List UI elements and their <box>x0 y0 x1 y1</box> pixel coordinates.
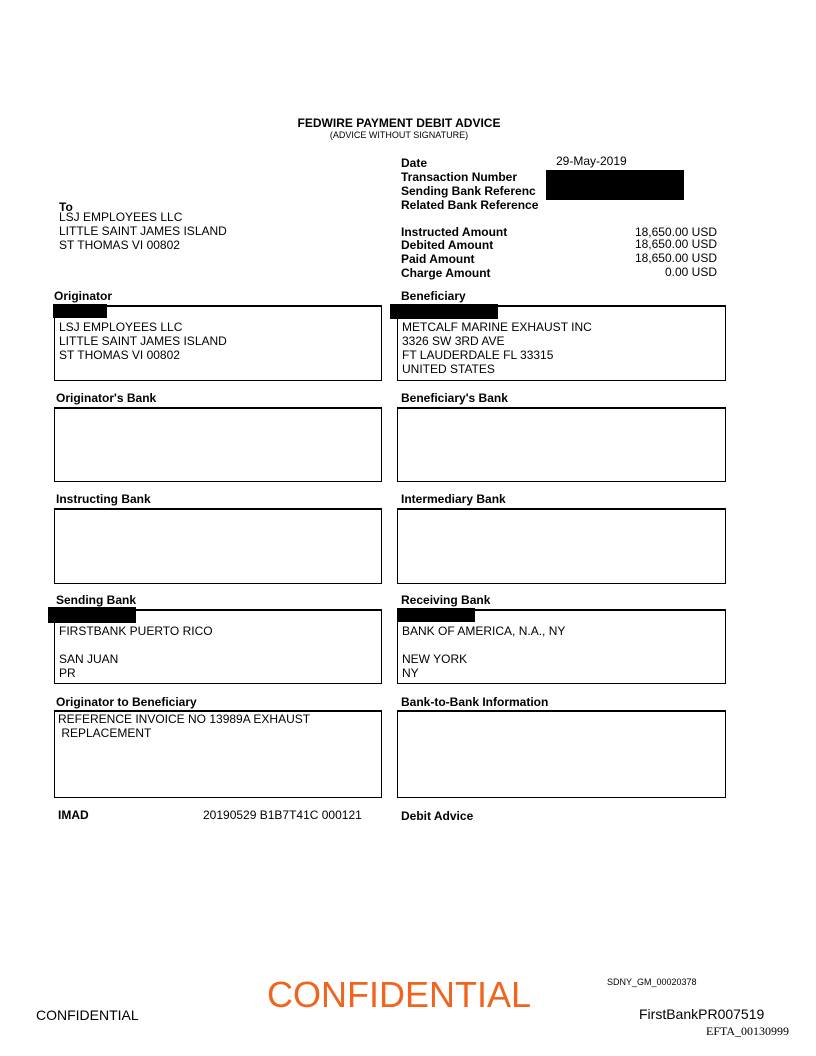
redaction-bar <box>48 607 136 623</box>
bates-number-firstbank: FirstBankPR007519 <box>639 1006 765 1022</box>
debited-amount-label: Debited Amount <box>401 238 494 252</box>
beneficiary-text: METCALF MARINE EXHAUST INC 3326 SW 3RD AVE FT LAUDERDALE FL 33315 UNITED STATES <box>402 320 592 376</box>
intermediary-bank-label: Intermediary Bank <box>401 492 506 506</box>
bank-to-bank-label: Bank-to-Bank Information <box>401 695 549 709</box>
intermediary-bank-box <box>397 509 726 584</box>
date-label: Date <box>401 156 428 170</box>
imad-label: IMAD <box>58 808 89 822</box>
sending-bank-reference-label: Sending Bank Referenc <box>401 184 536 198</box>
imad-value: 20190529 B1B7T41C 000121 <box>203 808 362 822</box>
bates-number-efta: EFTA_00130999 <box>706 1024 790 1038</box>
beneficiarys-bank-box <box>397 408 726 482</box>
redaction-bar <box>390 304 498 319</box>
advice-subtitle: (ADVICE WITHOUT SIGNATURE) <box>329 130 469 140</box>
receiving-bank-text: BANK OF AMERICA, N.A., NY NEW YORK NY <box>402 624 566 680</box>
transaction-number-label: Transaction Number <box>401 170 518 184</box>
to-label: To <box>59 200 73 214</box>
paid-amount-value: 18,650.00 USD <box>634 251 717 265</box>
receiving-bank-label: Receiving Bank <box>401 593 491 607</box>
redaction-bar <box>53 304 107 318</box>
to-line-1: LSJ EMPLOYEES LLC <box>59 210 183 224</box>
originators-bank-label: Originator's Bank <box>56 391 157 405</box>
debited-amount-value: 18,650.00 USD <box>634 237 717 251</box>
instructing-bank-label: Instructing Bank <box>56 492 151 506</box>
redaction-bar <box>397 608 475 622</box>
sending-bank-text: FIRSTBANK PUERTO RICO SAN JUAN PR <box>59 624 213 680</box>
originator-text: LSJ EMPLOYEES LLC LITTLE SAINT JAMES ISLAND ST THOMAS VI 00802 <box>59 320 227 362</box>
bates-number-sdny: SDNY_GM_00020378 <box>607 977 697 987</box>
confidential-footer-left: CONFIDENTIAL <box>36 1007 139 1023</box>
advice-title: FEDWIRE PAYMENT DEBIT ADVICE <box>297 116 501 130</box>
redaction-bar <box>546 170 684 200</box>
confidential-stamp: CONFIDENTIAL <box>267 974 532 1015</box>
sending-bank-label: Sending Bank <box>56 593 137 607</box>
originator-to-beneficiary-label: Originator to Beneficiary <box>56 695 197 709</box>
charge-amount-label: Charge Amount <box>401 266 491 280</box>
beneficiarys-bank-label: Beneficiary's Bank <box>401 391 508 405</box>
date-value: 29-May-2019 <box>556 154 627 168</box>
bank-to-bank-box <box>397 711 726 798</box>
originators-bank-box <box>54 408 382 482</box>
paid-amount-label: Paid Amount <box>401 252 475 266</box>
originator-to-beneficiary-box <box>54 711 382 798</box>
instructed-amount-label: Instructed Amount <box>401 225 508 239</box>
debit-advice-label: Debit Advice <box>401 809 474 823</box>
instructing-bank-box <box>54 509 382 584</box>
instructed-amount-value: 18,650.00 USD <box>634 225 717 239</box>
originator-label: Originator <box>54 289 113 303</box>
charge-amount-value: 0.00 USD <box>664 265 717 279</box>
beneficiary-label: Beneficiary <box>401 289 466 303</box>
related-bank-reference-label: Related Bank Reference <box>401 198 539 212</box>
to-line-3: ST THOMAS VI 00802 <box>59 238 180 252</box>
originator-to-beneficiary-text: REFERENCE INVOICE NO 13989A EXHAUST REPLACEMENT <box>58 712 311 740</box>
to-line-2: LITTLE SAINT JAMES ISLAND <box>59 224 227 238</box>
